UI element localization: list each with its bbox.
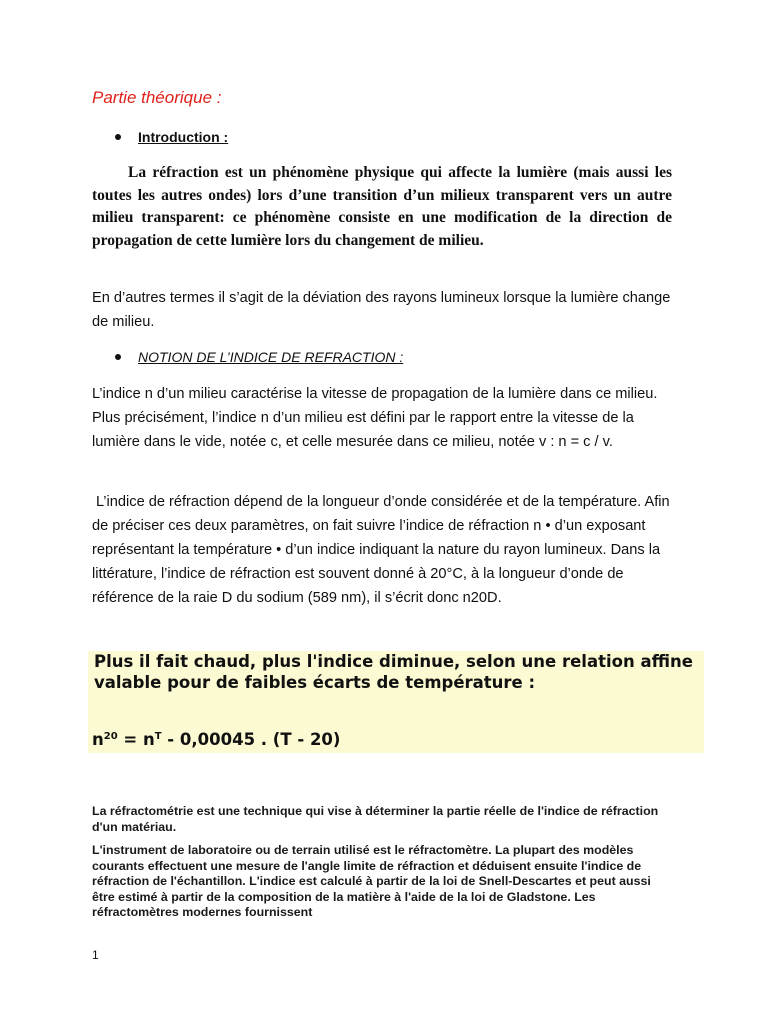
formula-sup-20: 20 bbox=[103, 731, 118, 742]
bullet-introduction bbox=[115, 129, 228, 145]
notion-heading: NOTION DE L’INDICE DE REFRACTION : bbox=[138, 349, 404, 365]
introduction-paragraph-2: En d’autres termes il s’agit de la déviation des rayons lumineux lorsque la lumière change de milieu. bbox=[92, 290, 671, 330]
highlight-text: Plus il fait chaud, plus l'indice diminue, selon une relation affine valable pour de faibles écarts de température : bbox=[94, 652, 693, 692]
refractometrie-paragraph-1: La réfractométrie est une technique qui vise à déterminer la partie réelle de l'indice de réfraction d'un matériau. bbox=[92, 804, 659, 834]
notion-paragraph-1: L’indice n d’un milieu caractérise la vitesse de propagation de la lumière dans ce milieu. Plus précisément, l’indice n d’un milieu est défini par le rapport entre la vitesse de la lumière dans le vide, notée c, et celle mesurée dans ce milieu, notée v : n = c / v. bbox=[92, 386, 658, 450]
page-number: 1 bbox=[92, 948, 99, 962]
refractometrie-paragraph-2: L'instrument de laboratoire ou de terrain utilisé est le réfractomètre. La plupart des modèles courants effectuent une mesure de l'angle limite de réfraction et déduisent ensuite l'indice de réfraction de l'échantillon. L'indice est calculé à partir de la loi de Snell-Descartes et peut aussi être estimé à partir de la composition de la matière à l'aide de la loi de Gladstone. Les réfractomètres modernes fournissent bbox=[92, 843, 651, 919]
bullet-notion bbox=[115, 349, 403, 365]
introduction-paragraph: La réfraction est un phénomène physique qui affecte la lumière (mais aussi les toutes les autres ondes) lors d’une transition d’un milieux transparent vers un autre milieu transparent: ce phénomène consiste en une modification de la direction de propagation de cette lumière lors du changement de milieu. bbox=[92, 164, 672, 249]
formula-rest: - 0,00045 . (T - 20) bbox=[161, 730, 341, 749]
formula bbox=[92, 730, 340, 749]
bullet-icon bbox=[115, 354, 121, 360]
formula-sup-t: T bbox=[154, 731, 162, 742]
formula-n: n bbox=[92, 730, 104, 749]
bullet-icon bbox=[115, 134, 121, 140]
section-title: Partie théorique : bbox=[92, 88, 222, 107]
introduction-heading: Introduction : bbox=[138, 129, 229, 145]
formula-mid: = n bbox=[117, 730, 155, 749]
notion-paragraph-2: L’indice de réfraction dépend de la longueur d’onde considérée et de la température. Afin de préciser ces deux paramètres, on fait suivre l’indice de réfraction n • d’un exposant représentant la température • d’un indice indiquant la nature du rayon lumineux. Dans la littérature, l’indice de réfraction est souvent donné à 20°C, à la longueur d’onde de référence de la raie D du sodium (589 nm), il s’écrit donc n20D. bbox=[92, 494, 670, 606]
